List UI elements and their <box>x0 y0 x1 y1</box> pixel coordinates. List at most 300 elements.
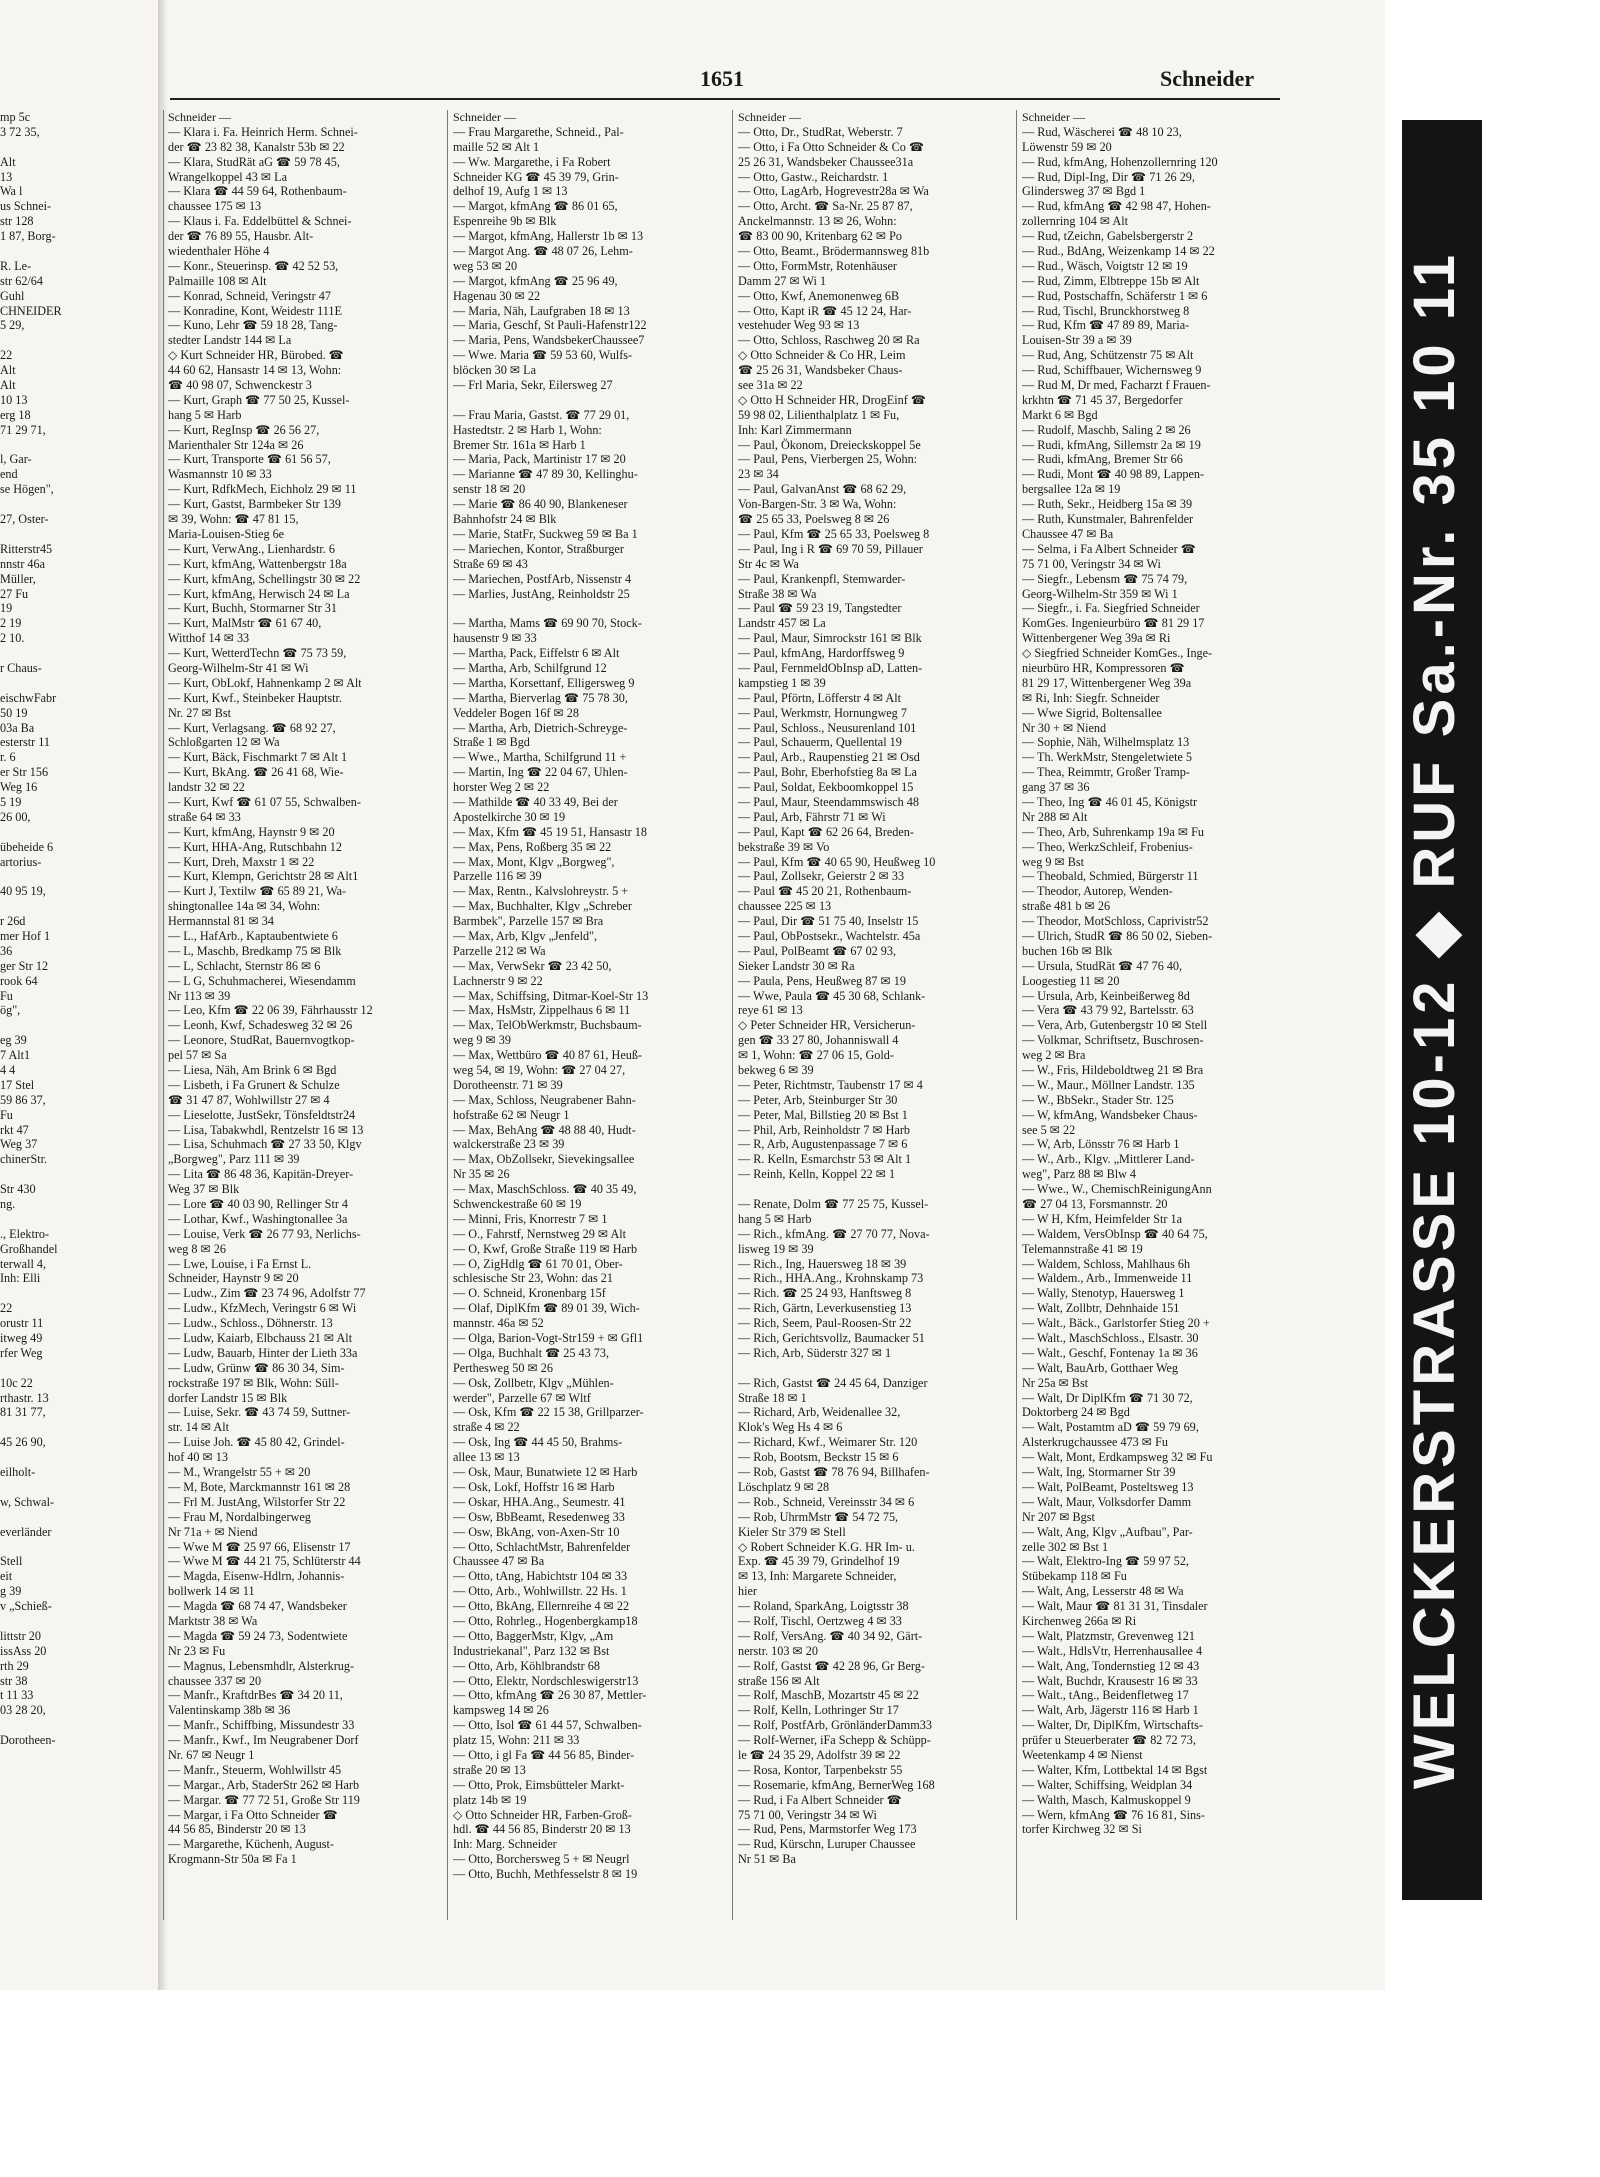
directory-entry-line <box>0 899 160 914</box>
directory-entry-line: — Ursula, StudRät ☎ 47 76 40, <box>1022 958 1183 973</box>
directory-entry-line: — Ludw., Schloss., Döhnerstr. 13 <box>168 1316 333 1331</box>
page-number: 1651 <box>700 66 744 91</box>
directory-entry-line: issAss 20 <box>0 1643 47 1658</box>
directory-entry-line: — Rud, Pens, Marmstorfer Weg 173 <box>738 1822 917 1837</box>
directory-entry-line: schlesische Str 23, Wohn: das 21 <box>453 1271 613 1286</box>
directory-entry-line: — Walt, Mont, Erdkampsweg 32 ✉ Fu <box>1022 1450 1213 1465</box>
directory-entry-line: hausenstr 9 ✉ 33 <box>453 631 537 646</box>
directory-entry-line: Apostelkirche 30 ✉ 19 <box>453 809 566 824</box>
directory-entry-line: str 128 <box>0 214 34 229</box>
directory-entry-line: Witthof 14 ✉ 33 <box>168 631 250 646</box>
directory-entry-line: — Rich. ☎ 25 24 93, Hanftsweg 8 <box>738 1286 912 1301</box>
directory-entry-line: — Kurt, MalMstr ☎ 61 67 40, <box>168 616 322 631</box>
directory-entry-line: Maria-Louisen-Stieg 6e <box>168 526 285 541</box>
directory-entry-line: — W., BbSekr., Stader Str. 125 <box>1022 1092 1174 1107</box>
directory-entry-line <box>0 140 160 155</box>
directory-entry-line: — Konrad, Schneid, Veringstr 47 <box>168 288 331 303</box>
directory-entry-line: — W, Arb, Lönsstr 76 ✉ Harb 1 <box>1022 1137 1180 1152</box>
directory-entry-line: — Theo, Ing ☎ 46 01 45, Königstr <box>1022 794 1198 809</box>
directory-entry-line <box>0 1480 160 1495</box>
directory-entry-line: — Walt, PolBeamt, Posteltsweg 13 <box>1022 1479 1194 1494</box>
directory-entry-line: horster Weg 2 ✉ 22 <box>453 780 550 795</box>
directory-entry-line: Chaussee 47 ✉ Ba <box>453 1554 545 1569</box>
directory-entry-line <box>0 333 160 348</box>
directory-entry-line: — Lisa, Tabakwhdl, Rentzelstr 16 ✉ 13 <box>168 1122 364 1137</box>
directory-entry-line: — Theo, WerkzSchleif, Frobenius- <box>1022 839 1193 854</box>
directory-entry-line: — Paul, Kapt ☎ 62 26 64, Breden- <box>738 824 914 839</box>
directory-entry-line: — Osk, Kfm ☎ 22 15 38, Grillparzer- <box>453 1405 644 1420</box>
directory-entry-line: — Paul, kfmAng, Hardorffsweg 9 <box>738 646 905 661</box>
directory-entry-line: — Wwe. Maria ☎ 59 53 60, Wulfs- <box>453 348 633 363</box>
directory-entry-line: — Ruth, Kunstmaler, Bahrenfelder <box>1022 512 1194 527</box>
directory-entry-line: — Waldem., Arb., Immenweide 11 <box>1022 1271 1193 1286</box>
directory-entry-line: — Martha, Pack, Eiffelstr 6 ✉ Alt <box>453 646 620 661</box>
directory-entry-line: — Margarethe, Küchenh, August- <box>168 1837 334 1852</box>
directory-entry-line: — Olaf, DiplKfm ☎ 89 01 39, Wich- <box>453 1301 640 1316</box>
directory-entry-line: — R. Kelln, Esmarchstr 53 ✉ Alt 1 <box>738 1152 912 1167</box>
directory-entry-line: — Otto, kfmAng ☎ 26 30 87, Mettler- <box>453 1688 647 1703</box>
directory-entry-line: Espenreihe 9b ✉ Blk <box>453 214 557 229</box>
directory-entry-line <box>0 1286 160 1301</box>
directory-entry-line: — Kurt, WetterdTechn ☎ 75 73 59, <box>168 646 347 661</box>
directory-entry-line: — Otto, Dr., StudRat, Weberstr. 7 <box>738 124 903 139</box>
directory-entry-line: — Max, MaschSchloss. ☎ 40 35 49, <box>453 1182 637 1197</box>
directory-entry-line: — W H, Kfm, Heimfelder Str 1a <box>1022 1211 1182 1226</box>
directory-entry-line: — Paul ☎ 59 23 19, Tangstedter <box>738 601 902 616</box>
directory-entry-line: ◇ Otto H Schneider HR, DrogEinf ☎ <box>738 392 927 407</box>
directory-entry-line: — Wern, kfmAng ☎ 76 16 81, Sins- <box>1022 1807 1205 1822</box>
directory-entry-line: — Otto, Kapt iR ☎ 45 12 24, Har- <box>738 303 912 318</box>
directory-entry-line: Krogmann-Str 50a ✉ Fa 1 <box>168 1852 297 1867</box>
directory-entry-line: — Rud, Schiffbauer, Wichernsweg 9 <box>1022 363 1202 378</box>
directory-entry-line: — Ruth, Sekr., Heidberg 15a ✉ 39 <box>1022 497 1193 512</box>
directory-entry-line: — Rud M, Dr med, Facharzt f Frauen- <box>1022 378 1211 393</box>
directory-entry-line: — R, Arb, Augustenpassage 7 ✉ 6 <box>738 1137 908 1152</box>
directory-entry-line: — Magda, Eisenw-Hdlrn, Johannis- <box>168 1569 345 1584</box>
directory-entry-line: terwall 4, <box>0 1256 47 1271</box>
directory-entry-line: 36 <box>0 943 13 958</box>
directory-entry-line: er Str 156 <box>0 765 49 780</box>
directory-entry-line: — Rolf, VersAng. ☎ 40 34 92, Gärt- <box>738 1628 923 1643</box>
directory-entry-line: eischwFabr <box>0 690 57 705</box>
directory-entry-line: — Walt, Arb, Jägerstr 116 ✉ Harb 1 <box>1022 1703 1199 1718</box>
directory-entry-line: — Kurt, Gastst, Barmbeker Str 139 <box>168 497 341 512</box>
directory-entry-line: Georg-Wilhelm-Str 359 ✉ Wi 1 <box>1022 586 1178 601</box>
directory-entry-line: 2 19 <box>0 616 22 631</box>
directory-entry-line: esterstr 11 <box>0 735 50 750</box>
directory-entry-line <box>0 1420 160 1435</box>
directory-entry-line: — Kurt, Transporte ☎ 61 56 57, <box>168 452 331 467</box>
directory-entry-line: erg 18 <box>0 407 31 422</box>
directory-entry-line: v „Schieß- <box>0 1599 52 1614</box>
directory-entry-line: r Chaus- <box>0 660 42 675</box>
directory-entry-line: — Kurt, RdfkMech, Eichholz 29 ✉ 11 <box>168 482 357 497</box>
directory-entry-line: — Wwe, Paula ☎ 45 30 68, Schlank- <box>738 988 926 1003</box>
directory-entry-line: Klok's Weg Hs 4 ✉ 6 <box>738 1420 843 1435</box>
directory-entry-line: — Rich., HHA.Ang., Krohnskamp 73 <box>738 1271 924 1286</box>
directory-entry-line: — L G, Schuhmacherei, Wiesendamm <box>168 973 356 988</box>
directory-entry-line: — Max, Schiffsing, Ditmar-Koel-Str 13 <box>453 988 649 1003</box>
column-heading: Schneider — <box>453 110 516 124</box>
directory-entry-line: — Kurt, BkAng. ☎ 26 41 68, Wie- <box>168 765 344 780</box>
directory-entry-line: — Rolf, PostfArb, GrönländerDamm33 <box>738 1718 932 1733</box>
directory-entry-line: Valentinskamp 38b ✉ 36 <box>168 1703 291 1718</box>
directory-entry-line: 44 60 62, Hansastr 14 ✉ 13, Wohn: <box>168 363 342 378</box>
directory-entry-line: Schneider KG ☎ 45 39 79, Grin- <box>453 169 619 184</box>
directory-entry-line: hang 5 ✉ Harb <box>738 1211 812 1226</box>
directory-entry-line: Nr 30 + ✉ Niend <box>1022 720 1107 735</box>
directory-entry-line: ◇ Siegfried Schneider KomGes., Inge- <box>1022 646 1213 661</box>
directory-entry-line: — Otto, FormMstr, Rotenhäuser <box>738 258 897 273</box>
directory-entry-line: pel 57 ✉ Sa <box>168 1048 227 1063</box>
directory-entry-line: — Ludw, Grünw ☎ 86 30 34, Sim- <box>168 1360 345 1375</box>
directory-entry-line <box>0 676 160 691</box>
directory-entry-line: 40 95 19, <box>0 884 46 899</box>
directory-entry-line: Bremer Str. 161a ✉ Harb 1 <box>453 437 586 452</box>
directory-entry-line: straße 481 b ✉ 26 <box>1022 899 1111 914</box>
directory-entry-line: ✉ 39, Wohn: ☎ 47 81 15, <box>168 512 299 527</box>
directory-entry-line: — Kuno, Lehr ☎ 59 18 28, Tang- <box>168 318 338 333</box>
directory-entry-line: buchen 16b ✉ Blk <box>1022 943 1113 958</box>
directory-entry-line: — Rud, Postschaffn, Schäferstr 1 ✉ 6 <box>1022 288 1208 303</box>
directory-entry-line: blöcken 30 ✉ La <box>453 363 536 378</box>
directory-entry-line: — Ww. Margarethe, i Fa Robert <box>453 154 611 169</box>
directory-entry-line: — Lita ☎ 86 48 36, Kapitän-Dreyer- <box>168 1167 354 1182</box>
directory-entry-line: mer Hof 1 <box>0 928 51 943</box>
directory-entry-line: — Otto, i Fa Otto Schneider & Co ☎ <box>738 139 925 154</box>
directory-entry-line: platz 14b ✉ 19 <box>453 1792 527 1807</box>
directory-entry-line: — Otto, Arb, Köhlbrandstr 68 <box>453 1658 600 1673</box>
directory-entry-line: — Renate, Dolm ☎ 77 25 75, Kussel- <box>738 1197 929 1212</box>
directory-entry-line: Lachnerstr 9 ✉ 22 <box>453 973 543 988</box>
directory-entry-line: Doktorberg 24 ✉ Bgd <box>1022 1405 1130 1420</box>
directory-entry-line: itweg 49 <box>0 1331 43 1346</box>
directory-entry-line: — Kurt, Kwf., Steinbeker Hauptstr. <box>168 690 342 705</box>
directory-entry-line: Wasmannstr 10 ✉ 33 <box>168 467 272 482</box>
directory-entry-line: — Rudi, kfmAng, Sillemstr 2a ✉ 19 <box>1022 437 1201 452</box>
directory-entry-line: — Konradine, Kont, Weidestr 111E <box>168 303 342 318</box>
directory-entry-line: der ☎ 76 89 55, Hausbr. Alt- <box>168 229 314 244</box>
directory-entry-line: — Max, VerwSekr ☎ 23 42 50, <box>453 958 612 973</box>
directory-entry-line: — Wally, Stenotyp, Hauersweg 1 <box>1022 1286 1185 1301</box>
directory-entry-line: 44 56 85, Binderstr 20 ✉ 13 <box>168 1822 306 1837</box>
directory-entry-line: — Paul ☎ 45 20 21, Rothenbaum- <box>738 884 912 899</box>
directory-entry-line: — Manfr., Kwf., Im Neugrabener Dorf <box>168 1733 359 1748</box>
directory-entry-line: eg 39 <box>0 1033 27 1048</box>
directory-entry-line: — Margot, kfmAng, Hallerstr 1b ✉ 13 <box>453 229 644 244</box>
directory-entry-line: eilholt- <box>0 1465 36 1480</box>
directory-entry-line: Löwenstr 59 ✉ 20 <box>1022 139 1112 154</box>
directory-entry-line: — Kurt, HHA-Ang, Rutschbahn 12 <box>168 839 342 854</box>
directory-entry-line: — Max, Pens, Roßberg 35 ✉ 22 <box>453 839 612 854</box>
directory-entry-line: — Osk, Zollbetr, Klgv „Mühlen- <box>453 1375 614 1390</box>
directory-entry-line: — Walt, Elektro-Ing ☎ 59 97 52, <box>1022 1554 1189 1569</box>
directory-entry-line: — Max, Arb, Klgv „Jenfeld", <box>453 928 598 943</box>
directory-entry-line: — Magnus, Lebensmhdlr, Alsterkrug- <box>168 1658 355 1673</box>
directory-entry-line: Palmaille 108 ✉ Alt <box>168 273 267 288</box>
directory-entry-line: — Luise, Sekr. ☎ 43 74 59, Suttner- <box>168 1405 351 1420</box>
directory-entry-line: — Ludw, Bauarb, Hinter der Lieth 33a <box>168 1345 358 1360</box>
directory-entry-line: — Walt, Postamtm aD ☎ 59 79 69, <box>1022 1420 1199 1435</box>
directory-entry-line: — Paul, Arb., Raupenstieg 21 ✉ Osd <box>738 750 920 765</box>
directory-entry-line: — Walt., Bäck., Garlstorfer Stieg 20 + <box>1022 1316 1210 1331</box>
directory-entry-line: — Wwe M ☎ 25 97 66, Elisenstr 17 <box>168 1539 351 1554</box>
directory-entry-line: — Rud, i Fa Albert Schneider ☎ <box>738 1792 902 1807</box>
directory-entry-line: — Theobald, Schmied, Bürgerstr 11 <box>1022 869 1199 884</box>
directory-entry-line: str 62/64 <box>0 273 43 288</box>
directory-entry-line: r 26d <box>0 914 26 929</box>
directory-entry-line: — Rosa, Kontor, Tarpenbekstr 55 <box>738 1762 903 1777</box>
directory-entry-line: — Rud, Tischl, Brunckhorstweg 8 <box>1022 303 1190 318</box>
directory-entry-line: — Kurt, Klempn, Gerichtstr 28 ✉ Alt1 <box>168 869 359 884</box>
directory-entry-line: — Rich, Gastst ☎ 24 45 64, Danziger <box>738 1375 928 1390</box>
directory-entry-line: — Otto, Elektr, Nordschleswigerstr13 <box>453 1673 639 1688</box>
directory-entry-line: — Max, Mont, Klgv „Borgweg", <box>453 854 615 869</box>
directory-entry-line: — Ulrich, StudR ☎ 86 50 02, Sieben- <box>1022 928 1213 943</box>
directory-entry-line: — Rob, Gastst ☎ 78 76 94, Billhafen- <box>738 1465 930 1480</box>
directory-entry-line: — Rolf, Tischl, Oertzweg 4 ✉ 33 <box>738 1613 902 1628</box>
directory-entry-line: Fu <box>0 1107 13 1122</box>
directory-entry-line <box>0 1614 160 1629</box>
directory-entry-line: Industriekanal", Parz 132 ✉ Bst <box>453 1643 610 1658</box>
directory-entry-line: platz 15, Wohn: 211 ✉ 33 <box>453 1733 580 1748</box>
directory-entry-line: — Margot, kfmAng ☎ 25 96 49, <box>453 273 618 288</box>
directory-entry-line: — Rud., Wäsch, Voigtstr 12 ✉ 19 <box>1022 258 1188 273</box>
directory-entry-line <box>0 527 160 542</box>
directory-entry-line: Loogestieg 11 ✉ 20 <box>1022 973 1120 988</box>
directory-entry-line: see 31a ✉ 22 <box>738 378 803 393</box>
directory-entry-line: — Volkmar, Schriftsetz, Buschrosen- <box>1022 1033 1204 1048</box>
directory-entry-line: wiedenthaler Höhe 4 <box>168 244 270 259</box>
directory-entry-line: ◇ Robert Schneider K.G. HR Im- u. <box>738 1539 915 1554</box>
directory-entry-line: — Paul, Arb, Fährstr 71 ✉ Wi <box>738 809 886 824</box>
directory-entry-line: bekstraße 39 ✉ Vo <box>738 839 830 854</box>
directory-entry-line: straße 4 ✉ 22 <box>453 1420 520 1435</box>
directory-entry-line: se Högen", <box>0 482 54 497</box>
column-heading: Schneider — <box>738 110 801 124</box>
directory-entry-line: bergsallee 12a ✉ 19 <box>1022 482 1121 497</box>
directory-entry-line: lisweg 19 ✉ 39 <box>738 1241 814 1256</box>
directory-entry-line: — Walter, Schiffsing, Weidplan 34 <box>1022 1777 1193 1792</box>
directory-entry-line <box>453 601 725 616</box>
directory-entry-line: — Margot, kfmAng ☎ 86 01 65, <box>453 199 618 214</box>
directory-entry-line: Weetenkamp 4 ✉ Nienst <box>1022 1747 1143 1762</box>
directory-entry-line: chinerStr. <box>0 1152 48 1167</box>
directory-entry-line: stedter Landstr 144 ✉ La <box>168 333 292 348</box>
column-divider <box>732 110 733 1920</box>
directory-entry-line: ög", <box>0 1003 21 1018</box>
directory-entry-line: — Liesa, Näh, Am Brink 6 ✉ Bgd <box>168 1063 337 1077</box>
directory-entry-line: — Ludw, Kaiarb, Elbchauss 21 ✉ Alt <box>168 1331 353 1346</box>
directory-entry-line: — Leo, Kfm ☎ 22 06 39, Fährhausstr 12 <box>168 1003 373 1018</box>
directory-entry-line: ☎ 83 00 90, Kritenbarg 62 ✉ Po <box>738 229 902 244</box>
directory-entry-line: — Magda ☎ 59 24 73, Sodentwiete <box>168 1628 348 1643</box>
directory-entry-line: — Mariechen, PostfArb, Nissenstr 4 <box>453 571 632 586</box>
directory-entry-line: — Luise Joh. ☎ 45 80 42, Grindel- <box>168 1435 345 1450</box>
directory-entry-line: Dorotheenstr. 71 ✉ 39 <box>453 1077 563 1092</box>
directory-entry-line: Stübekamp 118 ✉ Fu <box>1022 1569 1127 1584</box>
directory-entry-line: — Margar. ☎ 77 72 51, Große Str 119 <box>168 1792 360 1807</box>
directory-entry-line: — Otto, BkAng, Ellernreihe 4 ✉ 22 <box>453 1599 630 1614</box>
directory-entry-line <box>0 497 160 512</box>
directory-entry-line: — Rich., kfmAng. ☎ 27 70 77, Nova- <box>738 1226 930 1241</box>
directory-entry-line: Hermannstal 81 ✉ 34 <box>168 914 274 929</box>
directory-entry-line: 81 31 77, <box>0 1405 46 1420</box>
directory-entry-line: 2 10. <box>0 631 25 646</box>
directory-entry-line: — Rich, Gärtn, Leverkusenstieg 13 <box>738 1301 912 1316</box>
directory-entry-line: — Martin, Ing ☎ 22 04 67, Uhlen- <box>453 765 628 780</box>
directory-entry-line: — Rudi, kfmAng, Bremer Str 66 <box>1022 452 1183 467</box>
directory-entry-line: r. 6 <box>0 750 16 765</box>
directory-entry-line: — Osk, Maur, Bunatwiete 12 ✉ Harb <box>453 1465 638 1480</box>
directory-entry-line: Fu <box>0 988 13 1003</box>
directory-entry-line: — Martha, Mams ☎ 69 90 70, Stock- <box>453 616 642 631</box>
directory-entry-line: — Kurt, kfmAng, Wattenbergstr 18a <box>168 556 347 571</box>
directory-entry-line: weg 9 ✉ Bst <box>1022 854 1085 869</box>
directory-entry-line: — Wwe Sigrid, Boltensallee <box>1022 705 1162 720</box>
directory-entry-line: ◇ Peter Schneider HR, Versicherun- <box>738 1018 916 1033</box>
column-heading: Schneider — <box>168 110 231 124</box>
directory-entry-line <box>0 1510 160 1525</box>
directory-entry-line: see 5 ✉ 22 <box>1022 1122 1076 1137</box>
directory-entry-line: — Klara i. Fa. Heinrich Herm. Schnei- <box>168 124 358 139</box>
directory-entry-line: — Theodor, Autorep, Wenden- <box>1022 884 1173 899</box>
directory-entry-line: 25 26 31, Wandsbeker Chaussee31a <box>738 154 914 169</box>
directory-entry-line: der ☎ 23 82 38, Kanalstr 53b ✉ 22 <box>168 139 345 154</box>
directory-entry-line: — Richard, Kwf., Weimarer Str. 120 <box>738 1435 918 1450</box>
directory-entry-line: — Walt, Ang, Tondernstieg 12 ✉ 43 <box>1022 1658 1200 1673</box>
directory-entry-line: landstr 32 ✉ 22 <box>168 780 245 795</box>
directory-entry-line: — Kurt, kfmAng, Schellingstr 30 ✉ 22 <box>168 571 361 586</box>
directory-entry-line: torfer Kirchweg 32 ✉ Si <box>1022 1822 1142 1837</box>
directory-entry-line: Sieker Landstr 30 ✉ Ra <box>738 958 855 973</box>
directory-entry-line <box>453 393 725 408</box>
advert-text: WELCKERSTRASSE 10-12 ◆ RUF Sa.-Nr. 35 10 11 <box>1402 250 1467 1790</box>
directory-entry-line: nieurbüro HR, Kompressoren ☎ <box>1022 660 1185 675</box>
directory-entry-line: ☎ 25 26 31, Wandsbeker Chaus- <box>738 363 903 378</box>
directory-entry-line: — Peter, Mal, Billstieg 20 ✉ Bst 1 <box>738 1107 908 1122</box>
directory-entry-line: Telemannstraße 41 ✉ 19 <box>1022 1241 1143 1256</box>
directory-entry-line: ☎ 27 04 13, Forsmannstr. 20 <box>1022 1197 1168 1212</box>
directory-entry-line: — Osw, BkAng, von-Axen-Str 10 <box>453 1524 620 1539</box>
directory-entry-line: — Lothar, Kwf., Washingtonallee 3a <box>168 1211 348 1226</box>
directory-entry-line: — Walt, Maur, Volksdorfer Damm <box>1022 1494 1192 1509</box>
directory-entry-line: Str 430 <box>0 1182 36 1197</box>
directory-entry-line: — Theo, Arb, Suhrenkamp 19a ✉ Fu <box>1022 824 1204 839</box>
directory-entry-line: hdl. ☎ 44 56 85, Binderstr 20 ✉ 13 <box>453 1822 631 1837</box>
directory-entry-line: — Rud, kfmAng ☎ 42 98 47, Hohen- <box>1022 199 1211 214</box>
directory-entry-line: Nr 35 ✉ 26 <box>453 1167 510 1182</box>
directory-entry-line: orustr 11 <box>0 1316 44 1331</box>
directory-entry-line: 19 <box>0 601 13 616</box>
directory-entry-line: Schneider, Haynstr 9 ✉ 20 <box>168 1271 299 1286</box>
directory-entry-line: — Paul, Ökonom, Dreieckskoppel 5e <box>738 437 921 452</box>
directory-entry-line: — Kurt, Kwf ☎ 61 07 55, Schwalben- <box>168 794 361 809</box>
directory-entry-line: — Paul, ObPostsekr., Wachtelstr. 45a <box>738 928 921 943</box>
directory-entry-line: CHNEIDER <box>0 303 62 318</box>
directory-entry-line: — Otto, Arb., Wohlwillstr. 22 Hs. 1 <box>453 1584 627 1599</box>
directory-entry-line: allee 13 ✉ 13 <box>453 1450 520 1465</box>
directory-entry-line: — Paul, Ing i R ☎ 69 70 59, Pillauer <box>738 541 923 556</box>
directory-entry-line: — M, Bote, Marckmannstr 161 ✉ 28 <box>168 1479 351 1494</box>
directory-entry-line: Damm 27 ✉ Wi 1 <box>738 273 827 288</box>
directory-entry-line: 10 13 <box>0 392 28 407</box>
directory-entry-line: weg 8 ✉ 26 <box>168 1241 226 1256</box>
directory-entry-line: — Wwe., Martha, Schilfgrund 11 + <box>453 750 627 765</box>
directory-entry-line: — Maria, Geschf, St Pauli-Hafenstr122 <box>453 318 647 333</box>
directory-entry-line: Wrangelkoppel 43 ✉ La <box>168 169 288 184</box>
directory-entry-line: 03a Ba <box>0 720 35 735</box>
directory-entry-line: t 11 33 <box>0 1688 34 1703</box>
directory-entry-line: 23 ✉ 34 <box>738 467 779 482</box>
directory-entry-line: — W., Arb., Klgv. „Mittlerer Land- <box>1022 1152 1195 1167</box>
directory-entry-line: weg 54, ✉ 19, Wohn: ☎ 27 04 27, <box>453 1063 626 1077</box>
directory-entry-line: — Paula, Pens, Heußweg 87 ✉ 19 <box>738 973 906 988</box>
directory-entry-line: — Sophie, Näh, Wilhelmsplatz 13 <box>1022 735 1190 750</box>
column-3 <box>738 110 1010 1867</box>
directory-entry-line: — Paul, FernmeldObInsp aD, Latten- <box>738 660 923 675</box>
directory-entry-line: — Rich, Gerichtsvollz, Baumacker 51 <box>738 1331 925 1346</box>
directory-entry-line: — Mariechen, Kontor, Straßburger <box>453 541 624 556</box>
column-4 <box>1022 110 1294 1837</box>
directory-entry-line: Anckelmannstr. 13 ✉ 26, Wohn: <box>738 214 897 229</box>
directory-entry-line: — Rosemarie, kfmAng, BernerWeg 168 <box>738 1777 935 1792</box>
directory-entry-line: — Kurt J, Textilw ☎ 65 89 21, Wa- <box>168 884 347 899</box>
directory-entry-line: — Kurt, Verlagsang. ☎ 68 92 27, <box>168 720 336 735</box>
directory-entry-line: delhof 19, Aufg 1 ✉ 13 <box>453 184 568 199</box>
directory-entry-line: Hagenau 30 ✉ 22 <box>453 288 541 303</box>
directory-entry-line: — Rob, UhrmMstr ☎ 54 72 75, <box>738 1509 899 1524</box>
directory-entry-line: — Otto, Archt. ☎ Sa-Nr. 25 87 87, <box>738 199 913 214</box>
directory-entry-line: Str 4c ✉ Wa <box>738 556 799 571</box>
directory-entry-line: 10c 22 <box>0 1375 33 1390</box>
directory-entry-line: — Waldem, VersObInsp ☎ 40 64 75, <box>1022 1226 1208 1241</box>
directory-entry-line: — Max, HsMstr, Zippelhaus 6 ✉ 11 <box>453 1003 631 1018</box>
header-rule <box>170 98 1280 100</box>
column-divider <box>447 110 448 1920</box>
directory-entry-line: ., Elektro- <box>0 1226 50 1241</box>
directory-entry-line: — Frau Maria, Gastst. ☎ 77 29 01, <box>453 407 630 422</box>
directory-entry-line: gang 37 ✉ 36 <box>1022 780 1090 795</box>
directory-entry-line: — Rud, kfmAng, Hohenzollernring 120 <box>1022 154 1218 169</box>
directory-entry-line: — Walt, BauArb, Gotthaer Weg <box>1022 1360 1178 1375</box>
directory-entry-line: — Kurt, VerwAng., Lienhardstr. 6 <box>168 541 335 556</box>
directory-entry-line: end <box>0 467 18 482</box>
running-head: Schneider <box>1160 66 1255 91</box>
directory-entry-line: — Otto, Isol ☎ 61 44 57, Schwalben- <box>453 1718 642 1733</box>
directory-entry-line: mannstr. 46a ✉ 52 <box>453 1316 544 1331</box>
directory-entry-line <box>0 1361 160 1376</box>
directory-entry-line: Straße 69 ✉ 43 <box>453 556 528 571</box>
directory-entry-line: mp 5c <box>0 110 31 124</box>
directory-entry-line: maille 52 ✉ Alt 1 <box>453 139 540 154</box>
directory-entry-line: le ☎ 24 35 29, Adolfstr 39 ✉ 22 <box>738 1747 901 1762</box>
directory-entry-line: straße 20 ✉ 13 <box>453 1762 526 1777</box>
directory-entry-line: — Margar, i Fa Otto Schneider ☎ <box>168 1807 338 1822</box>
directory-entry-line: — Rudi, Mont ☎ 40 98 89, Lappen- <box>1022 467 1205 482</box>
directory-entry-line: 27 Fu <box>0 586 29 601</box>
directory-entry-line: — Marie, StatFr, Suckweg 59 ✉ Ba 1 <box>453 526 638 541</box>
directory-entry-line: — Leonore, StudRat, Bauernvogtkop- <box>168 1033 355 1048</box>
directory-entry-line: 3 72 35, <box>0 124 40 139</box>
directory-entry-line: — Magda ☎ 68 74 47, Wandsbeker <box>168 1599 347 1614</box>
directory-entry-line: — Thea, Reimmtr, Großer Tramp- <box>1022 765 1190 780</box>
directory-entry-line: — Walt., tAng., Beidenfletweg 17 <box>1022 1688 1189 1703</box>
directory-entry-line: — Manfr., KraftdrBes ☎ 34 20 11, <box>168 1688 343 1703</box>
directory-entry-line: Dorotheen- <box>0 1733 56 1748</box>
directory-entry-line: — Martha, Arb, Schilfgrund 12 <box>453 660 607 675</box>
directory-entry-line: — Paul, Dir ☎ 51 75 40, Inselstr 15 <box>738 914 919 929</box>
